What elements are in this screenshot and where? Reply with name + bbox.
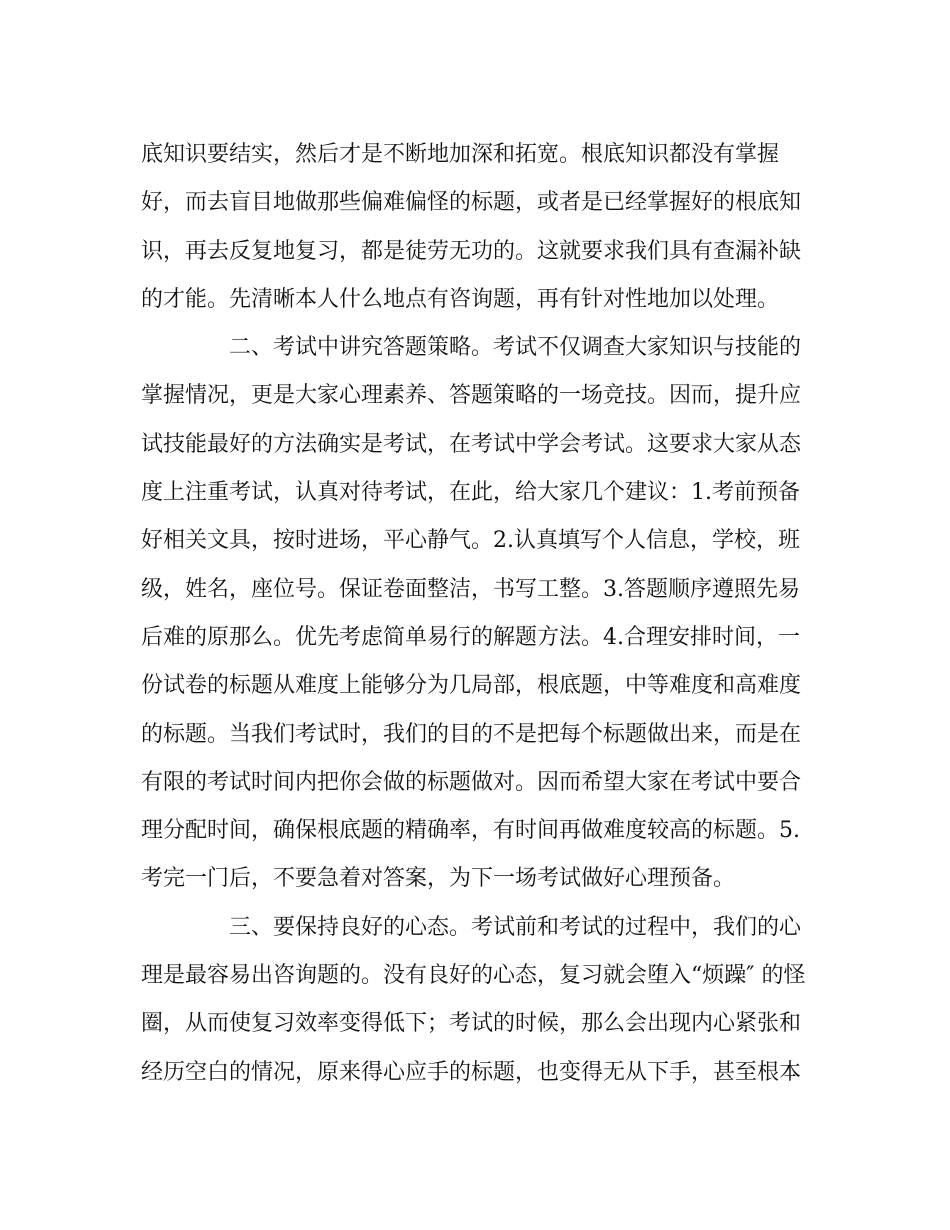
text-line: 理是最容易出咨询题的。没有良好的心态，复习就会堕入“烦躁″ 的怪: [141, 963, 806, 989]
paragraph-start-line: 三、要保持良好的心态。考试前和考试的过程中，我们的心: [229, 914, 802, 940]
text-line: 试技能最好的方法确实是考试，在考试中学会考试。这要求大家从态: [141, 431, 802, 457]
text-line: 级，姓名，座位号。保证卷面整洁，书写工整。3.答题顺序遵照先易: [141, 576, 800, 602]
text-line: 经历空白的情况，原来得心应手的标题，也变得无从下手，甚至根本: [141, 1059, 802, 1085]
body-text: [141, 131, 806, 1097]
text-line: 的才能。先清晰本人什么地点有咨询题，再有针对性地加以处理。: [141, 286, 780, 312]
text-line: 好相关文具，按时进场，平心静气。2.认真填写个人信息，学校，班: [141, 528, 800, 554]
text-line: 底知识要结实，然后才是不断地加深和拓宽。根底知识都没有掌握: [141, 142, 780, 167]
text-line: 的标题。当我们考试时，我们的目的不是把每个标题做出来，而是在: [141, 721, 802, 747]
text-line: 掌握情况，更是大家心理素养、答题策略的一场竞技。因而，提升应: [141, 383, 802, 409]
text-line: 后难的原那么。优先考虑简单易行的解题方法。4.合理安排时间，一: [141, 624, 800, 650]
text-line: 度上注重考试，认真对待考试，在此，给大家几个建议：1.考前预备: [141, 480, 800, 506]
text-line: 识，再去反复地复习，都是徒劳无功的。这就要求我们具有查漏补缺: [141, 238, 802, 264]
text-line: 考完一门后，不要急着对答案，为下一场考试做好心理预备。: [141, 866, 736, 892]
text-line: 有限的考试时间内把你会做的标题做对。因而希望大家在考试中要合: [141, 769, 802, 795]
text-line: 圈，从而使复习效率变得低下；考试的时候，那么会出现内心紧张和: [141, 1011, 802, 1037]
text-line: 份试卷的标题从难度上能够分为几局部，根底题，中等难度和高难度: [141, 673, 802, 699]
paragraph-start-line: 二、考试中讲究答题策略。考试不仅调查大家知识与技能的: [229, 335, 802, 361]
text-line: 理分配时间，确保根底题的精确率，有时间再做难度较高的标题。5.: [141, 818, 800, 844]
text-line: 好，而去盲目地做那些偏难偏怪的标题，或者是已经掌握好的根底知: [141, 190, 802, 216]
